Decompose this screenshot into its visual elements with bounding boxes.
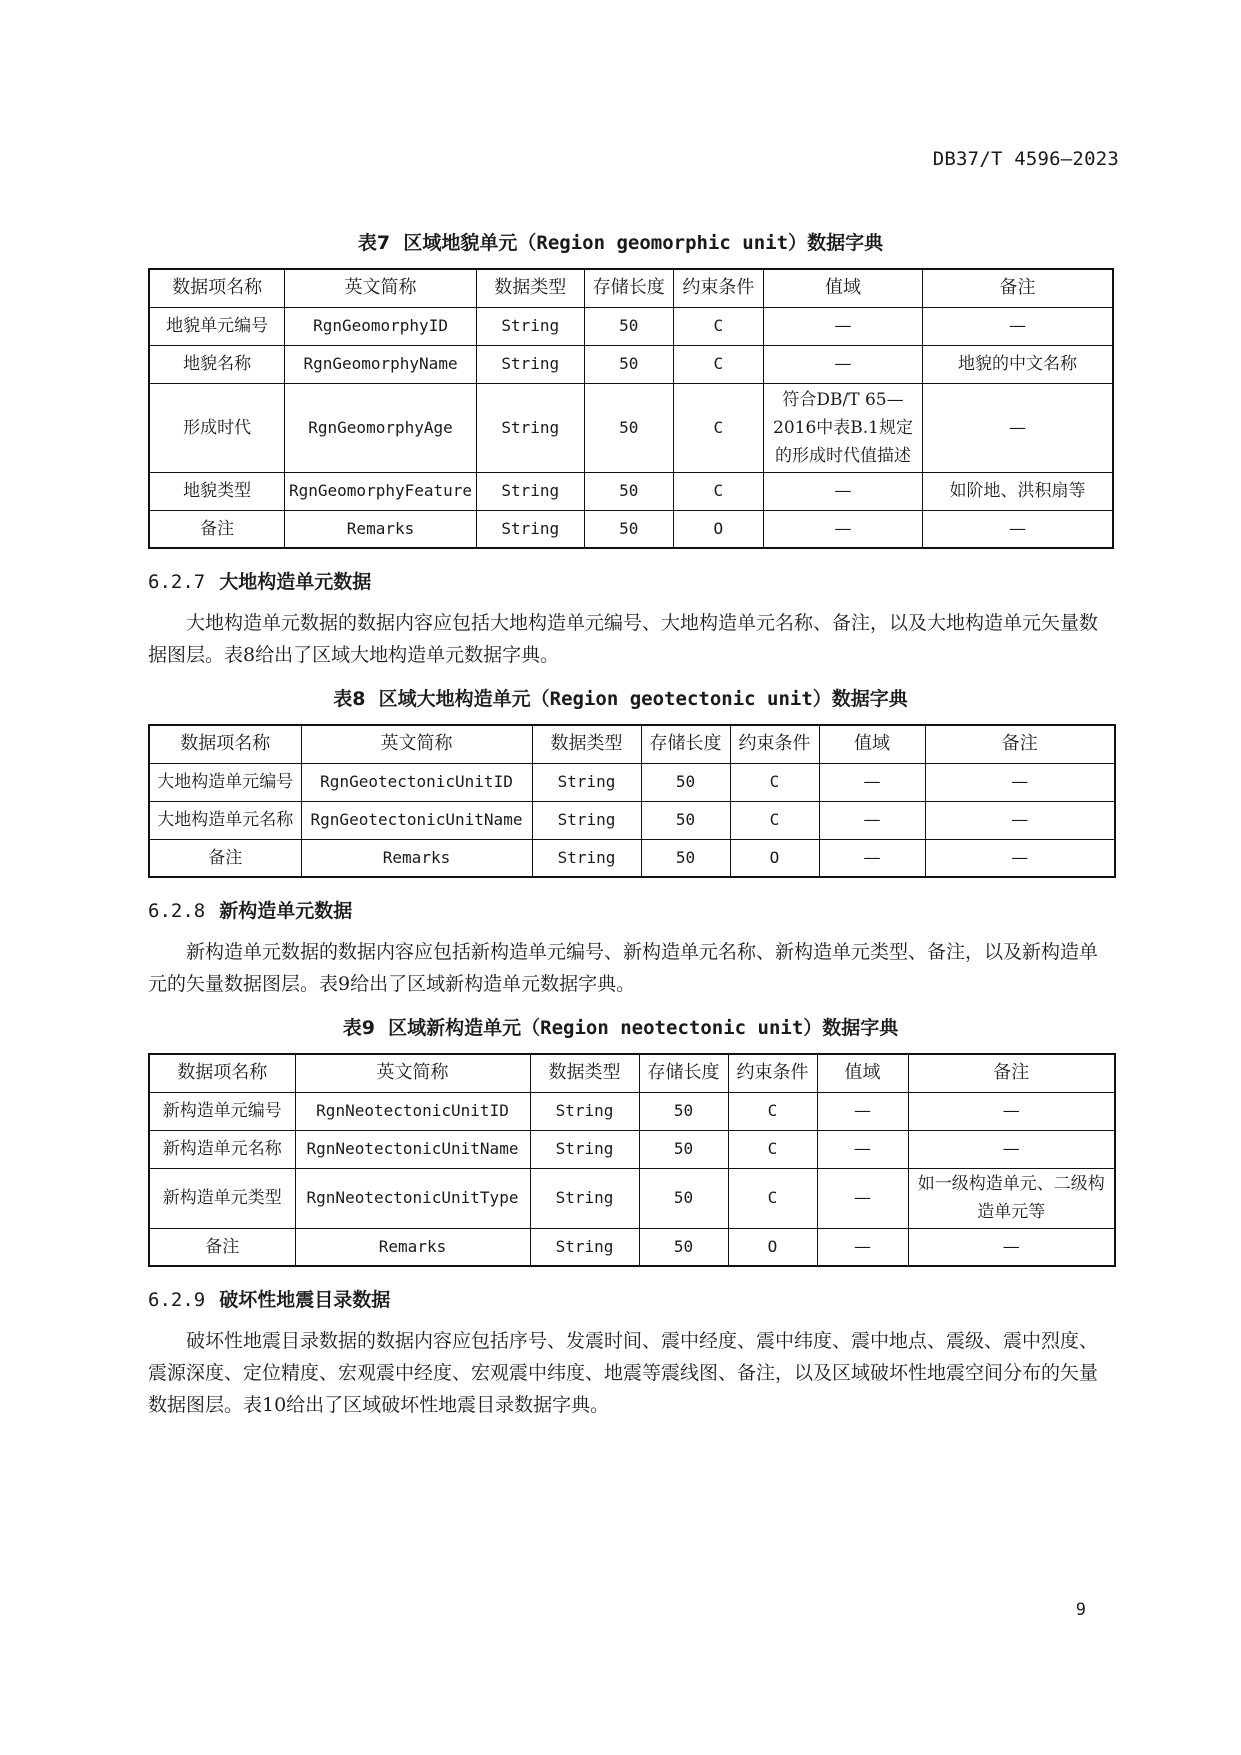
section-title: 大地构造单元数据 bbox=[219, 571, 372, 593]
cell-en: RgnGeotectonicUnitID bbox=[301, 763, 532, 801]
cell-length: 50 bbox=[584, 472, 673, 510]
header-cell: 值域 bbox=[763, 269, 922, 307]
cell-domain: — bbox=[763, 345, 922, 383]
cell-domain: — bbox=[763, 307, 922, 345]
cell-constraint: C bbox=[730, 763, 819, 801]
cell-type: String bbox=[532, 801, 641, 839]
cell-en: RgnGeomorphyAge bbox=[285, 383, 476, 472]
cell-type: String bbox=[476, 472, 584, 510]
header-cell: 备注 bbox=[908, 1054, 1115, 1092]
cell-length: 50 bbox=[639, 1092, 728, 1130]
table-row bbox=[149, 383, 1113, 472]
cell-constraint: C bbox=[673, 345, 763, 383]
cell-name: 备注 bbox=[149, 839, 301, 877]
cell-note: — bbox=[923, 307, 1113, 345]
table9-neotectonic-unit bbox=[148, 1053, 1116, 1267]
cell-type: String bbox=[476, 510, 584, 548]
cell-constraint: O bbox=[728, 1228, 817, 1266]
cell-note: — bbox=[923, 510, 1113, 548]
cell-length: 50 bbox=[584, 510, 673, 548]
section-title: 新构造单元数据 bbox=[219, 900, 353, 922]
table7-caption-prefix: 表7 bbox=[357, 232, 391, 254]
section-number: 6.2.8 bbox=[148, 900, 206, 922]
header-cell: 数据类型 bbox=[530, 1054, 639, 1092]
table7-caption bbox=[0, 228, 1241, 255]
header-cell: 值域 bbox=[817, 1054, 908, 1092]
header-cell: 英文简称 bbox=[295, 1054, 530, 1092]
table7-caption-en: （Region geomorphic unit） bbox=[517, 232, 808, 254]
table7-geomorphic-unit bbox=[148, 268, 1114, 549]
cell-length: 50 bbox=[584, 383, 673, 472]
page-number: 9 bbox=[1075, 1600, 1086, 1620]
header-cell: 约束条件 bbox=[673, 269, 763, 307]
section-heading-6-2-8 bbox=[148, 896, 352, 923]
section-title: 破坏性地震目录数据 bbox=[219, 1289, 391, 1311]
table-row bbox=[149, 1130, 1115, 1168]
cell-constraint: C bbox=[728, 1130, 817, 1168]
table9-caption-cn: 区域新构造单元 bbox=[388, 1017, 522, 1039]
table-row bbox=[149, 801, 1115, 839]
cell-note: — bbox=[925, 839, 1115, 877]
header-cell: 约束条件 bbox=[728, 1054, 817, 1092]
cell-type: String bbox=[530, 1168, 639, 1228]
cell-type: String bbox=[530, 1092, 639, 1130]
cell-type: String bbox=[532, 763, 641, 801]
cell-name: 备注 bbox=[149, 510, 285, 548]
cell-en: Remarks bbox=[285, 510, 476, 548]
table9-caption bbox=[0, 1013, 1241, 1040]
table8-caption-suffix: 数据字典 bbox=[831, 688, 908, 710]
cell-domain: — bbox=[817, 1228, 908, 1266]
section-number: 6.2.7 bbox=[148, 571, 206, 593]
cell-type: String bbox=[530, 1228, 639, 1266]
cell-length: 50 bbox=[584, 307, 673, 345]
cell-constraint: C bbox=[673, 383, 763, 472]
cell-length: 50 bbox=[639, 1168, 728, 1228]
cell-name: 大地构造单元名称 bbox=[149, 801, 301, 839]
cell-en: RgnNeotectonicUnitID bbox=[295, 1092, 530, 1130]
cell-en: RgnNeotectonicUnitType bbox=[295, 1168, 530, 1228]
cell-length: 50 bbox=[639, 1130, 728, 1168]
cell-length: 50 bbox=[584, 345, 673, 383]
cell-name: 形成时代 bbox=[149, 383, 285, 472]
cell-domain: — bbox=[817, 1130, 908, 1168]
table9-caption-suffix: 数据字典 bbox=[822, 1017, 899, 1039]
header-cell: 数据项名称 bbox=[149, 269, 285, 307]
cell-domain: — bbox=[817, 1168, 908, 1228]
cell-domain: — bbox=[817, 1092, 908, 1130]
cell-length: 50 bbox=[641, 839, 730, 877]
table8-caption-en: （Region geotectonic unit） bbox=[530, 688, 832, 710]
table-row bbox=[149, 307, 1113, 345]
cell-name: 地貌类型 bbox=[149, 472, 285, 510]
cell-domain: — bbox=[763, 510, 922, 548]
cell-en: RgnGeotectonicUnitName bbox=[301, 801, 532, 839]
cell-en: RgnNeotectonicUnitName bbox=[295, 1130, 530, 1168]
cell-type: String bbox=[476, 345, 584, 383]
cell-constraint: O bbox=[673, 510, 763, 548]
table8-caption bbox=[0, 684, 1241, 711]
cell-note: — bbox=[923, 383, 1113, 472]
cell-length: 50 bbox=[641, 763, 730, 801]
cell-constraint: C bbox=[730, 801, 819, 839]
cell-name: 大地构造单元编号 bbox=[149, 763, 301, 801]
table7-caption-suffix: 数据字典 bbox=[807, 232, 884, 254]
cell-note: — bbox=[908, 1130, 1115, 1168]
table9-caption-en: （Region neotectonic unit） bbox=[521, 1017, 823, 1039]
header-cell: 数据类型 bbox=[476, 269, 584, 307]
cell-name: 备注 bbox=[149, 1228, 295, 1266]
cell-note: 地貌的中文名称 bbox=[923, 345, 1113, 383]
header-cell: 约束条件 bbox=[730, 725, 819, 763]
section-heading-6-2-9 bbox=[148, 1285, 390, 1312]
header-cell: 备注 bbox=[925, 725, 1115, 763]
cell-domain: — bbox=[763, 472, 922, 510]
header-cell: 存储长度 bbox=[641, 725, 730, 763]
table-row bbox=[149, 839, 1115, 877]
table-row bbox=[149, 1228, 1115, 1266]
cell-name: 地貌名称 bbox=[149, 345, 285, 383]
section-paragraph: 新构造单元数据的数据内容应包括新构造单元编号、新构造单元名称、新构造单元类型、备注，以及新构造单元的矢量数据图层。表9给出了区域新构造单元数据字典。 bbox=[148, 941, 1099, 995]
header-cell: 数据项名称 bbox=[149, 725, 301, 763]
section-number: 6.2.9 bbox=[148, 1289, 206, 1311]
header-cell: 存储长度 bbox=[639, 1054, 728, 1092]
cell-en: RgnGeomorphyID bbox=[285, 307, 476, 345]
table-row bbox=[149, 763, 1115, 801]
table-row bbox=[149, 472, 1113, 510]
cell-constraint: C bbox=[728, 1092, 817, 1130]
cell-constraint: C bbox=[728, 1168, 817, 1228]
cell-note: — bbox=[925, 763, 1115, 801]
table7-caption-cn: 区域地貌单元 bbox=[403, 232, 518, 254]
cell-length: 50 bbox=[639, 1228, 728, 1266]
cell-note: — bbox=[925, 801, 1115, 839]
table-row bbox=[149, 510, 1113, 548]
cell-type: String bbox=[476, 307, 584, 345]
table8-caption-cn: 区域大地构造单元 bbox=[378, 688, 531, 710]
cell-name: 新构造单元名称 bbox=[149, 1130, 295, 1168]
standard-id: DB37/T 4596—2023 bbox=[932, 148, 1119, 170]
table9-caption-prefix: 表9 bbox=[342, 1017, 375, 1039]
cell-domain: — bbox=[819, 763, 925, 801]
cell-note: 如一级构造单元、二级构造单元等 bbox=[908, 1168, 1115, 1228]
cell-type: String bbox=[530, 1130, 639, 1168]
header-cell: 存储长度 bbox=[584, 269, 673, 307]
cell-note: — bbox=[908, 1228, 1115, 1266]
section-heading-6-2-7 bbox=[148, 567, 371, 594]
table-row bbox=[149, 1092, 1115, 1130]
cell-domain: — bbox=[819, 801, 925, 839]
cell-name: 新构造单元编号 bbox=[149, 1092, 295, 1130]
header-cell: 备注 bbox=[923, 269, 1113, 307]
cell-length: 50 bbox=[641, 801, 730, 839]
header-cell: 英文简称 bbox=[301, 725, 532, 763]
section-paragraph: 大地构造单元数据的数据内容应包括大地构造单元编号、大地构造单元名称、备注，以及大地构造单元矢量数据图层。表8给出了区域大地构造单元数据字典。 bbox=[148, 612, 1099, 666]
cell-en: Remarks bbox=[301, 839, 532, 877]
header-cell: 数据项名称 bbox=[149, 1054, 295, 1092]
cell-note: 如阶地、洪积扇等 bbox=[923, 472, 1113, 510]
cell-constraint: C bbox=[673, 307, 763, 345]
cell-name: 新构造单元类型 bbox=[149, 1168, 295, 1228]
header-cell: 数据类型 bbox=[532, 725, 641, 763]
table8-caption-prefix: 表8 bbox=[333, 688, 366, 710]
table8-geotectonic-unit bbox=[148, 724, 1116, 878]
cell-en: RgnGeomorphyName bbox=[285, 345, 476, 383]
cell-name: 地貌单元编号 bbox=[149, 307, 285, 345]
cell-type: String bbox=[476, 383, 584, 472]
header-cell: 值域 bbox=[819, 725, 925, 763]
cell-en: RgnGeomorphyFeature bbox=[285, 472, 476, 510]
header-cell: 英文简称 bbox=[285, 269, 476, 307]
cell-constraint: O bbox=[730, 839, 819, 877]
table-row bbox=[149, 345, 1113, 383]
cell-type: String bbox=[532, 839, 641, 877]
cell-domain: 符合DB/T 65—2016中表B.1规定的形成时代值描述 bbox=[763, 383, 922, 472]
cell-note: — bbox=[908, 1092, 1115, 1130]
cell-en: Remarks bbox=[295, 1228, 530, 1266]
table-row bbox=[149, 1168, 1115, 1228]
cell-domain: — bbox=[819, 839, 925, 877]
section-paragraph: 破坏性地震目录数据的数据内容应包括序号、发震时间、震中经度、震中纬度、震中地点、震级、震中烈度、震源深度、定位精度、宏观震中经度、宏观震中纬度、地震等震线图、备注，以及区域破坏性地震空间分布的矢量数据图层。表10给出了区域破坏性地震目录数据字典。 bbox=[148, 1330, 1099, 1416]
cell-constraint: C bbox=[673, 472, 763, 510]
